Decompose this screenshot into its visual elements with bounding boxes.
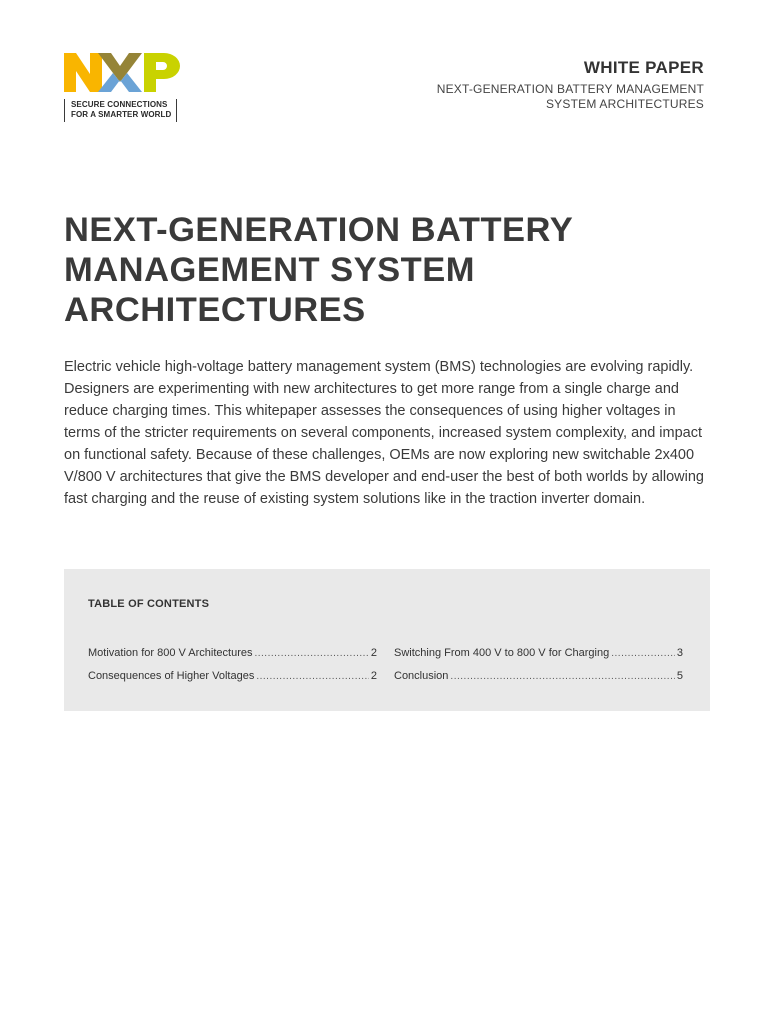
header-subtitle: NEXT-GENERATION BATTERY MANAGEMENT SYSTEM ARCHITECTURES (436, 82, 704, 111)
toc-item-page: 2 (370, 647, 377, 659)
document-title: NEXT-GENERATION BATTERY MANAGEMENT SYSTEM ARCHITECTURES (64, 211, 573, 329)
white-paper-label: WHITE PAPER (583, 58, 704, 77)
toc-leader-dots (254, 642, 368, 665)
toc-column-left (88, 642, 377, 688)
toc-heading: TABLE OF CONTENTS (88, 598, 210, 610)
nxp-logo (64, 52, 184, 124)
toc-item-label: Motivation for 800 V Architectures (88, 647, 253, 659)
toc-item-conclusion[interactable] (394, 665, 683, 688)
toc-item-label: Switching From 400 V to 800 V for Charging (394, 647, 610, 659)
toc-leader-dots (450, 665, 674, 688)
table-of-contents (64, 569, 710, 711)
logo-tagline (64, 99, 177, 122)
toc-item-label: Conclusion (394, 670, 449, 682)
toc-item-consequences[interactable] (88, 665, 377, 688)
nxp-logo-mark-icon (64, 52, 182, 94)
toc-item-switching[interactable] (394, 642, 683, 665)
toc-leader-dots (256, 665, 369, 688)
toc-column-right (394, 642, 683, 688)
intro-paragraph: Electric vehicle high-voltage battery management system (BMS) technologies are evolving rapidly. Designers are experimenting with new architectures to get more range from a single charge and reduce charging times. This whitepaper assesses the consequences of using higher voltages in terms of the stricter requirements on several components, increased system complexity, and impact on functional safety. Because of these challenges, OEMs are now exploring new switchable 2x400 V/800 V architectures that give the BMS developer and end-user the best of both worlds by allowing fast charging and the reuse of existing system solutions like in the traction inverter domain. (64, 359, 704, 507)
toc-item-page: 5 (676, 670, 683, 682)
tagline-line-1: SECURE CONNECTIONS (71, 100, 168, 109)
toc-item-motivation[interactable] (88, 642, 377, 665)
tagline-line-2: FOR A SMARTER WORLD (71, 109, 172, 119)
toc-item-page: 3 (676, 647, 683, 659)
toc-item-label: Consequences of Higher Voltages (88, 670, 255, 682)
toc-item-page: 2 (370, 670, 377, 682)
document-header (414, 58, 704, 112)
toc-leader-dots (611, 642, 675, 665)
